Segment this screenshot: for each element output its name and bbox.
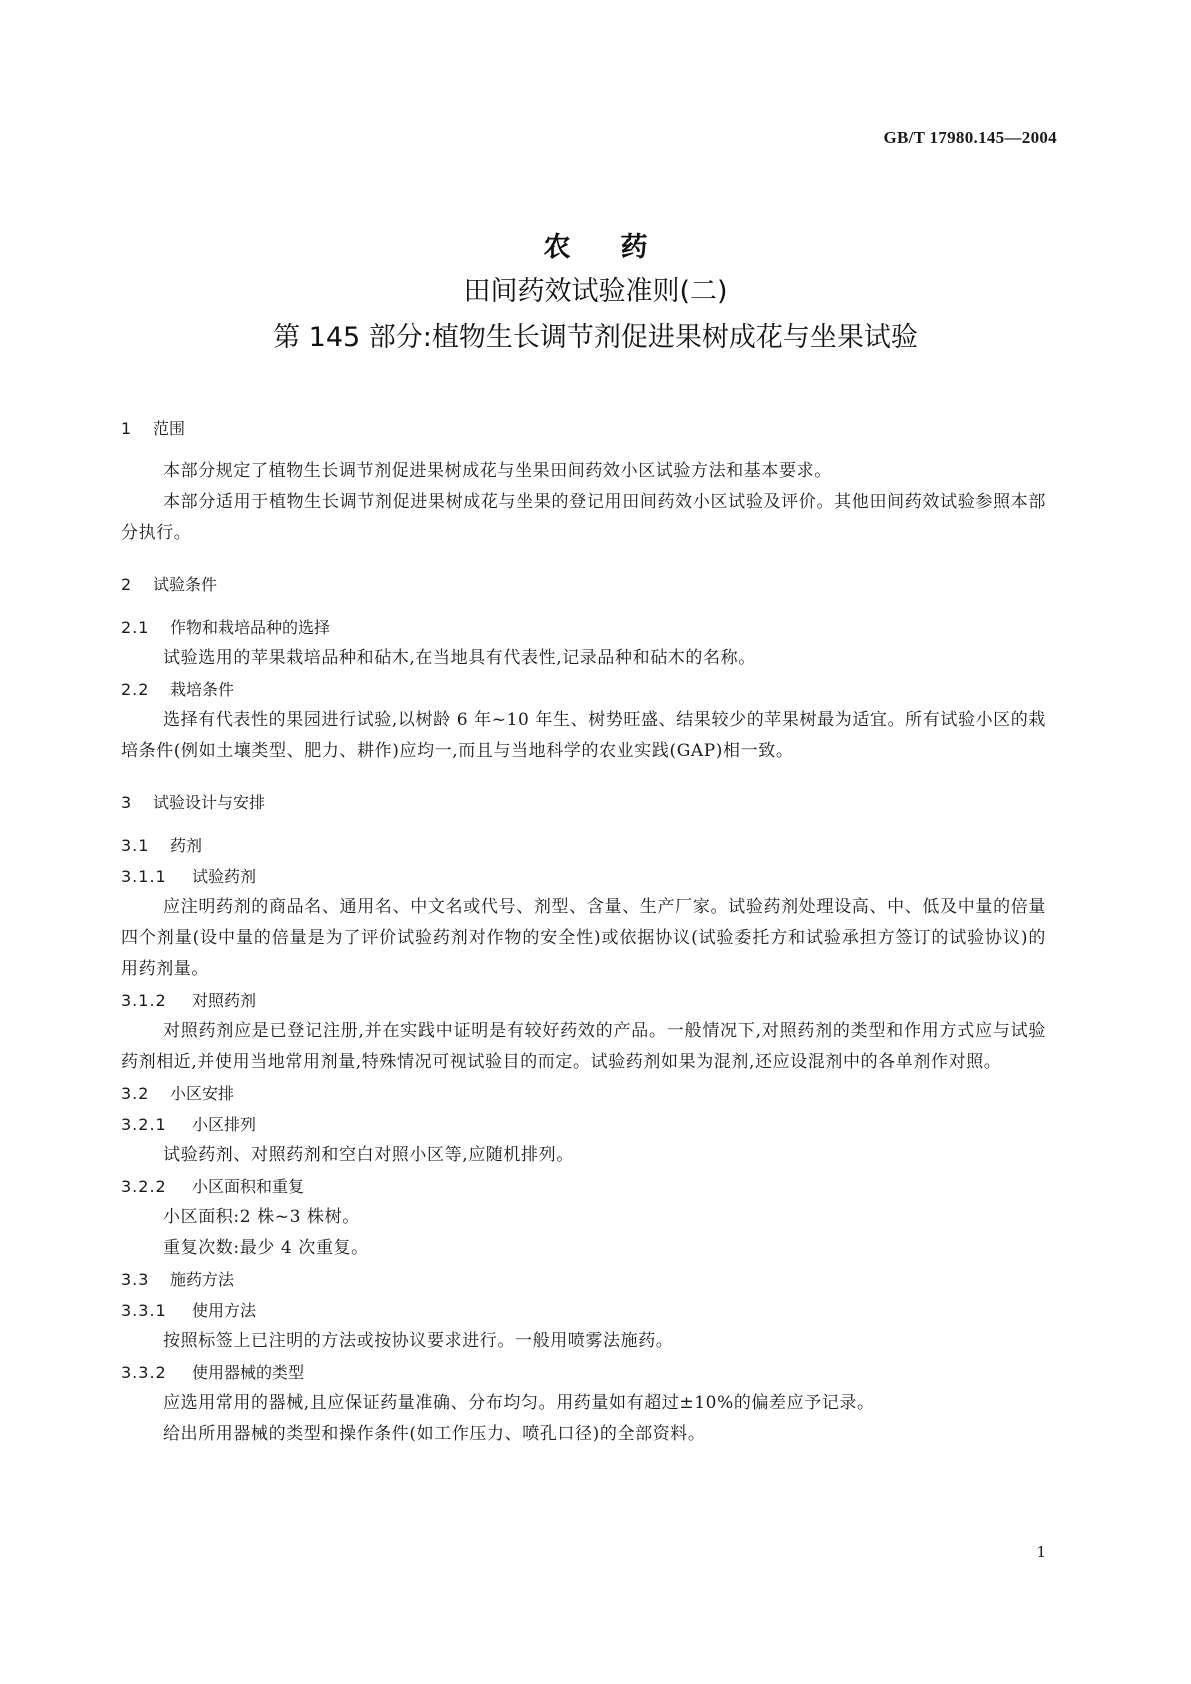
section-title: 使用器械的类型 bbox=[192, 1363, 305, 1382]
section-title: 小区安排 bbox=[170, 1084, 235, 1103]
section-number: 3.3.1 bbox=[121, 1301, 167, 1320]
section-title: 范围 bbox=[153, 419, 186, 438]
paragraph: 给出所用器械的类型和操作条件(如工作压力、喷孔口径)的全部资料。 bbox=[163, 1424, 706, 1444]
document-title bbox=[0, 228, 1191, 358]
paragraph: 按照标签上已注明的方法或按协议要求进行。一般用喷雾法施药。 bbox=[163, 1331, 674, 1351]
section-title: 作物和栽培品种的选择 bbox=[170, 618, 331, 637]
paragraph: 试验药剂、对照药剂和空白对照小区等,应随机排列。 bbox=[163, 1145, 574, 1165]
section-title: 栽培条件 bbox=[170, 680, 235, 699]
title-main: 农药 bbox=[543, 232, 698, 263]
section-title: 试验设计与安排 bbox=[153, 793, 266, 812]
subsection-heading-3-3 bbox=[121, 1264, 1046, 1295]
section-title: 施药方法 bbox=[170, 1270, 235, 1289]
section-number: 3 bbox=[121, 793, 132, 812]
section-number: 3.1.1 bbox=[121, 867, 167, 886]
paragraph: 选择有代表性的果园进行试验,以树龄 6 年~10 年生、树势旺盛、结果较少的苹果树最为适宜。所有试验小区的栽培条件(例如土壤类型、肥力、耕作)应均一,而且与当地科学的农业实践(GAP)相一致。 bbox=[121, 710, 1046, 761]
section-number: 3.2.2 bbox=[121, 1177, 167, 1196]
section-number: 3.3 bbox=[121, 1270, 150, 1289]
section-number: 2 bbox=[121, 575, 132, 594]
section-heading-2 bbox=[121, 569, 1046, 600]
subsection-heading-3-3-1 bbox=[121, 1295, 1046, 1326]
paragraph: 本部分规定了植物生长调节剂促进果树成花与坐果田间药效小区试验方法和基本要求。 bbox=[163, 461, 832, 481]
title-part: 第 145 部分:植物生长调节剂促进果树成花与坐果试验 bbox=[273, 322, 918, 353]
paragraph: 试验选用的苹果栽培品种和砧木,在当地具有代表性,记录品种和砧木的名称。 bbox=[163, 648, 756, 668]
section-title: 试验药剂 bbox=[192, 867, 257, 886]
section-title: 药剂 bbox=[170, 836, 203, 855]
section-number: 3.2.1 bbox=[121, 1115, 167, 1134]
section-number: 2.2 bbox=[121, 680, 150, 699]
paragraph: 本部分适用于植物生长调节剂促进果树成花与坐果的登记用田间药效小区试验及评价。其他田间药效试验参照本部分执行。 bbox=[121, 492, 1046, 543]
subsection-heading-2-1 bbox=[121, 612, 1046, 643]
subsection-heading-3-1-2 bbox=[121, 985, 1046, 1016]
section-number: 3.3.2 bbox=[121, 1363, 167, 1382]
subsection-heading-3-3-2 bbox=[121, 1357, 1046, 1388]
section-title: 对照药剂 bbox=[192, 991, 257, 1010]
section-title: 试验条件 bbox=[153, 575, 218, 594]
section-title: 小区面积和重复 bbox=[192, 1177, 305, 1196]
section-title: 使用方法 bbox=[192, 1301, 257, 1320]
section-title: 小区排列 bbox=[192, 1115, 257, 1134]
subsection-heading-2-2 bbox=[121, 674, 1046, 705]
subsection-heading-3-1 bbox=[121, 830, 1046, 861]
page-number: 1 bbox=[1036, 1543, 1046, 1561]
section-number: 3.2 bbox=[121, 1084, 150, 1103]
section-heading-1 bbox=[121, 413, 1046, 444]
subsection-heading-3-2-1 bbox=[121, 1109, 1046, 1140]
section-number: 3.1 bbox=[121, 836, 150, 855]
paragraph: 对照药剂应是已登记注册,并在实践中证明是有较好药效的产品。一般情况下,对照药剂的类型和作用方式应与试验药剂相近,并使用当地常用剂量,特殊情况可视试验目的而定。试验药剂如果为混剂,还应设混剂中的各单剂作对照。 bbox=[121, 1021, 1046, 1072]
title-subtitle: 田间药效试验准则(二) bbox=[463, 276, 728, 307]
paragraph: 应注明药剂的商品名、通用名、中文名或代号、剂型、含量、生产厂家。试验药剂处理设高、中、低及中量的倍量四个剂量(设中量的倍量是为了评价试验药剂对作物的安全性)或依据协议(试验委托方和试验承担方签订的试验协议)的用药剂量。 bbox=[121, 897, 1046, 979]
paragraph: 重复次数:最少 4 次重复。 bbox=[163, 1238, 369, 1258]
document-body bbox=[121, 413, 1046, 1450]
paragraph: 小区面积:2 株~3 株树。 bbox=[163, 1207, 360, 1227]
section-number: 1 bbox=[121, 419, 132, 438]
standard-code: GB/T 17980.145—2004 bbox=[883, 128, 1057, 147]
section-number: 3.1.2 bbox=[121, 991, 167, 1010]
subsection-heading-3-1-1 bbox=[121, 861, 1046, 892]
paragraph: 应选用常用的器械,且应保证药量准确、分布均匀。用药量如有超过±10%的偏差应予记录。 bbox=[163, 1393, 875, 1413]
subsection-heading-3-2 bbox=[121, 1078, 1046, 1109]
section-heading-3 bbox=[121, 787, 1046, 818]
subsection-heading-3-2-2 bbox=[121, 1171, 1046, 1202]
section-number: 2.1 bbox=[121, 618, 150, 637]
